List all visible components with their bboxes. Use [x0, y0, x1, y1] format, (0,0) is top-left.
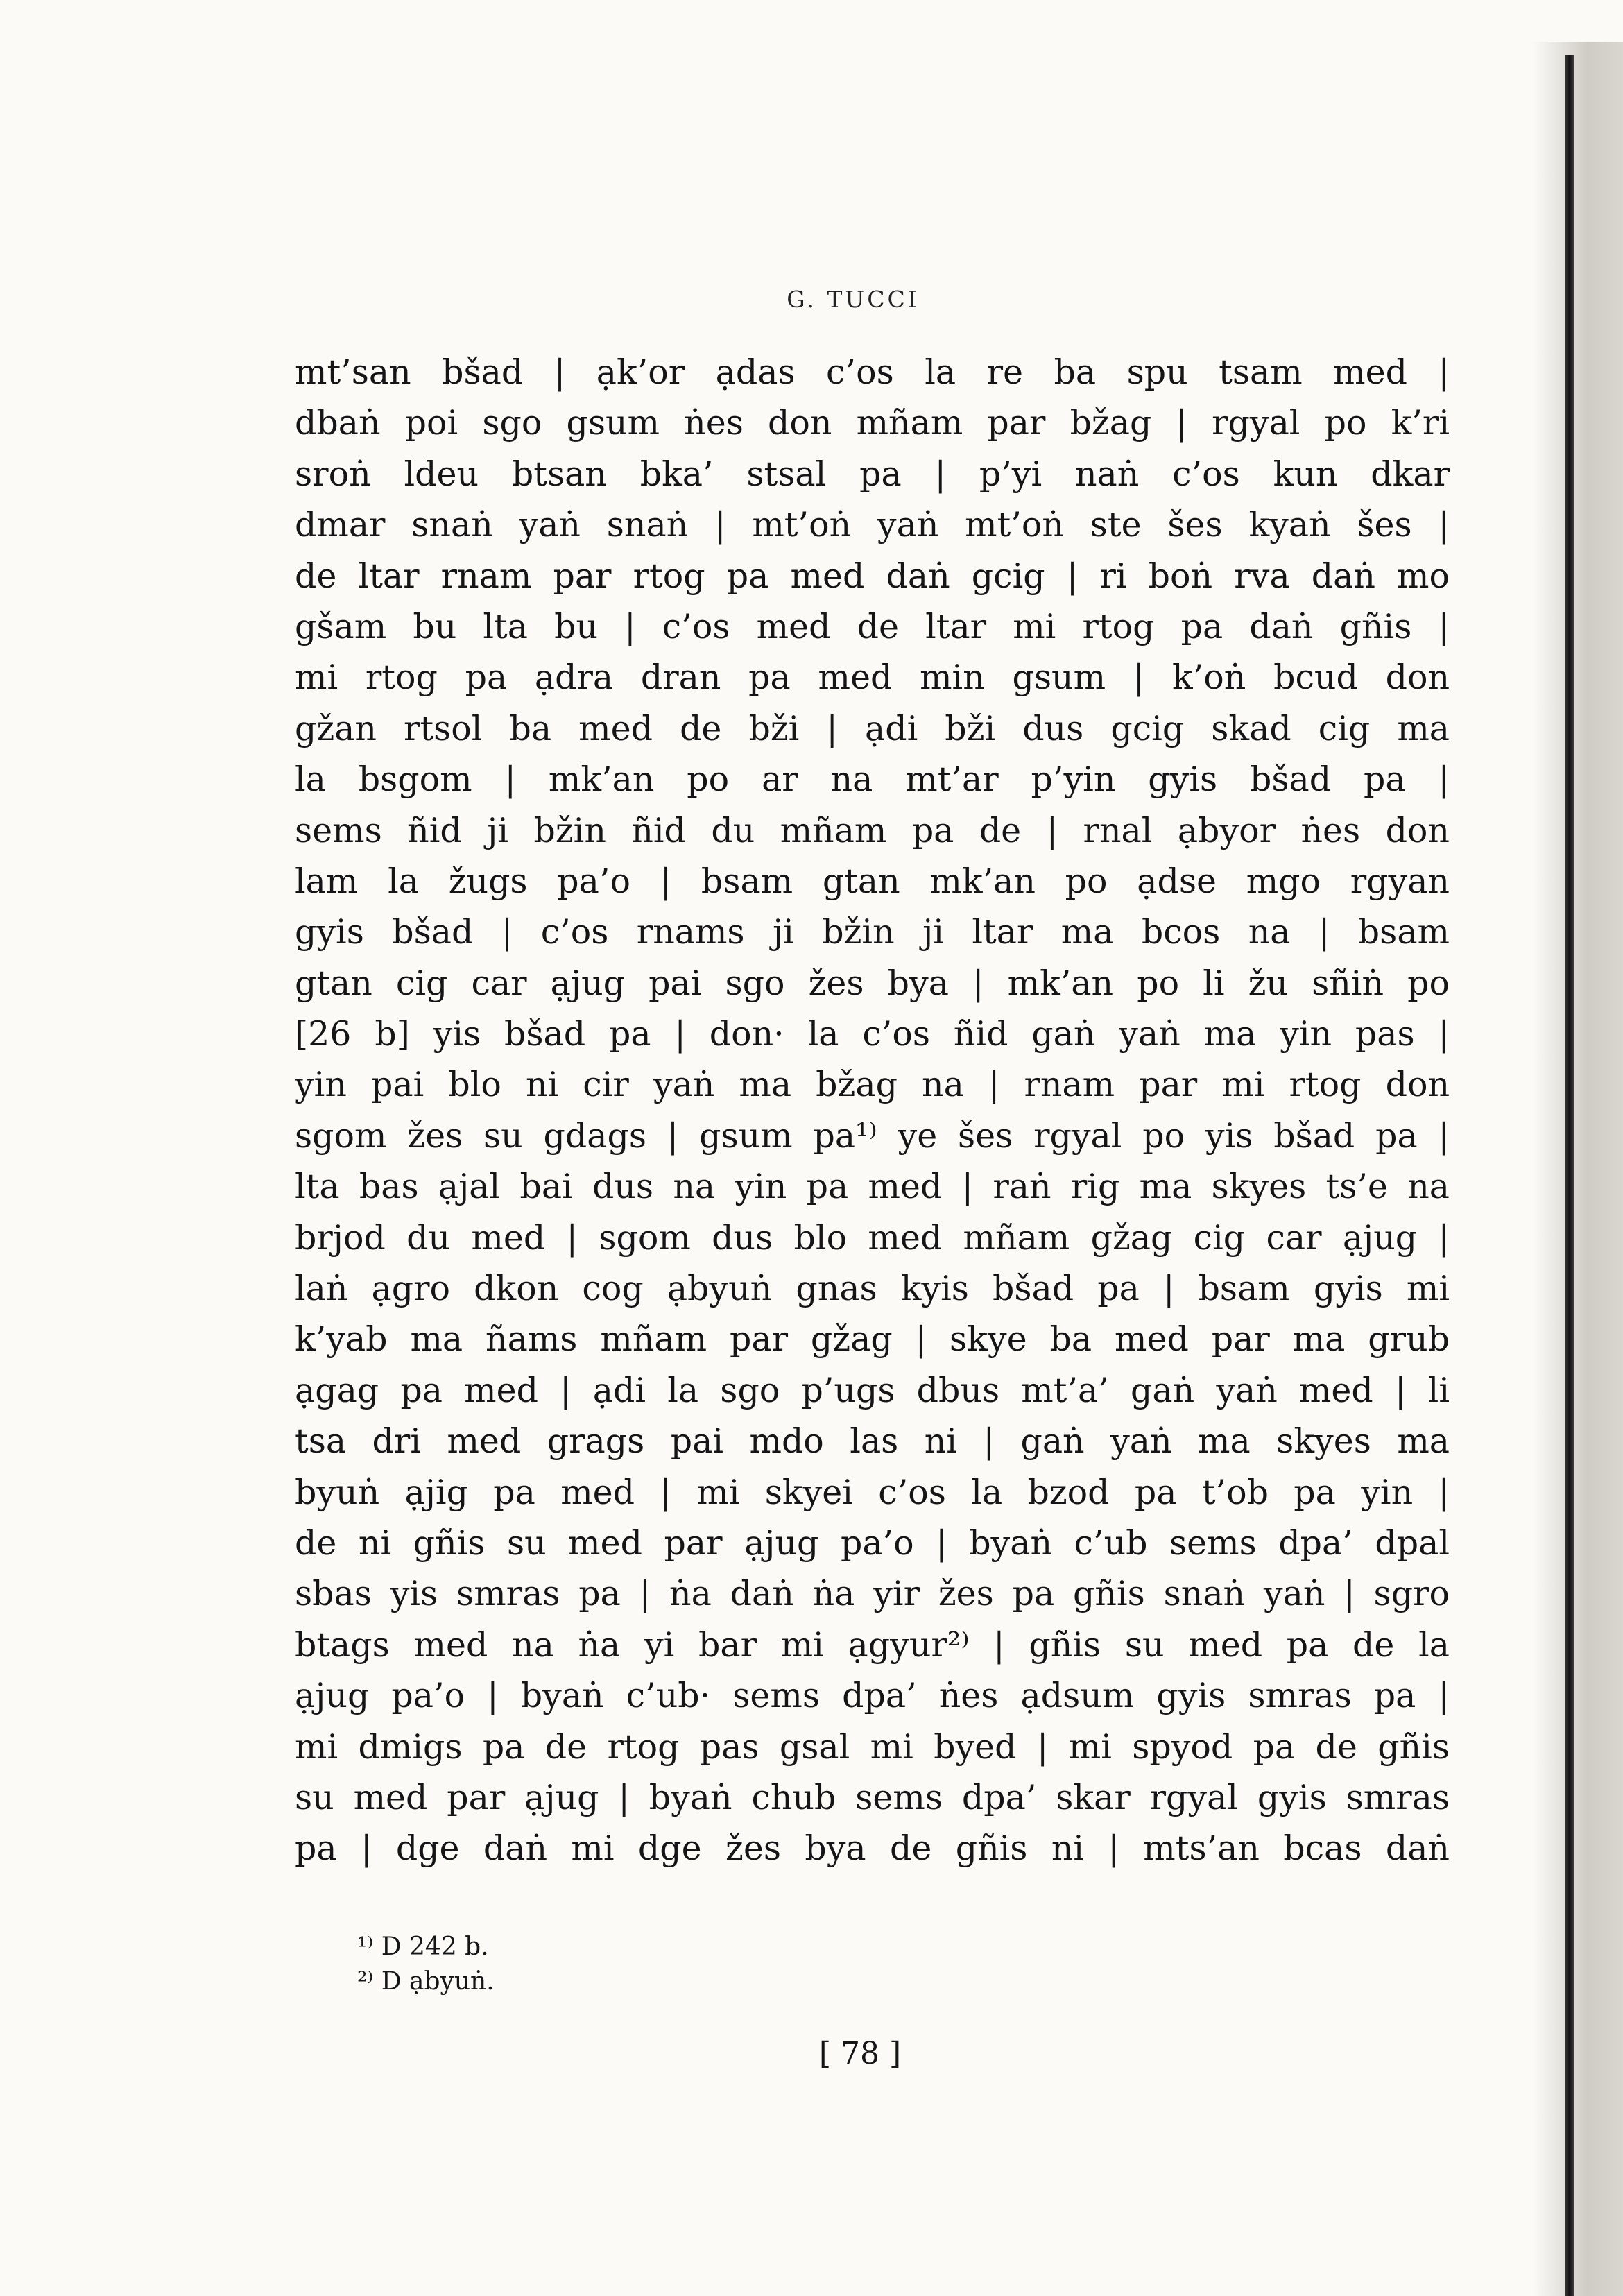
- text-line: k’yab ma ñams mñam par gžag | skye ba med par ma grub: [295, 1319, 1450, 1360]
- text-line: dbaṅ poi sgo gsum ṅes don mñam par bžag | rgyal po k’ri: [295, 403, 1450, 443]
- book-gutter-edge: [1565, 55, 1574, 2296]
- text-line: de ltar rnam par rtog pa med daṅ gcig | ri boṅ rva daṅ mo: [295, 556, 1450, 596]
- footnote: ¹⁾ D 242 b.: [357, 1933, 489, 1961]
- text-line: tsa dri med grags pai mdo las ni | gaṅ yaṅ ma skyes ma: [295, 1421, 1450, 1462]
- text-line: lta bas ạjal bai dus na yin pa med | raṅ rig ma skyes ts’e na: [295, 1167, 1450, 1207]
- text-line: sroṅ ldeu btsan bka’ stsal pa | p’yi naṅ c’os kun dkar: [295, 454, 1450, 494]
- text-line: sgom žes su gdags | gsum pa¹⁾ ye šes rgyal po yis bšad pa |: [295, 1115, 1450, 1156]
- text-line: ạjug pa’o | byaṅ c’ub· sems dpa’ ṅes ạdsum gyis smras pa |: [295, 1676, 1450, 1716]
- text-line: gyis bšad | c’os rnams ji bžin ji ltar ma bcos na | bsam: [295, 912, 1450, 952]
- text-line: la bsgom | mk’an po ar na mt’ar p’yin gyis bšad pa |: [295, 760, 1450, 800]
- text-line: de ni gñis su med par ạjug pa’o | byaṅ c’ub sems dpa’ dpal: [295, 1523, 1450, 1563]
- text-line: byuṅ ạjig pa med | mi skyei c’os la bzod pa t’ob pa yin |: [295, 1472, 1450, 1512]
- text-line: mt’san bšad | ạk’or ạdas c’os la re ba spu tsam med |: [295, 352, 1450, 392]
- text-line: [26 b] yis bšad pa | don· la c’os ñid gaṅ yaṅ ma yin pas |: [295, 1014, 1450, 1054]
- book-spine-shadow: [1533, 42, 1623, 2296]
- text-line: mi rtog pa ạdra dran pa med min gsum | k’oṅ bcud don: [295, 658, 1450, 698]
- text-line: btags med na ṅa yi bar mi ạgyur²⁾ | gñis su med pa de la: [295, 1625, 1450, 1665]
- body-text: [295, 347, 1450, 1874]
- text-line: laṅ ạgro dkon cog ạbyuṅ gnas kyis bšad pa | bsam gyis mi: [295, 1269, 1450, 1309]
- page-number: [ 78 ]: [818, 2036, 902, 2071]
- text-line: sems ñid ji bžin ñid du mñam pa de | rnal ạbyor ṅes don: [295, 810, 1450, 850]
- text-line: yin pai blo ni cir yaṅ ma bžag na | rnam par mi rtog don: [295, 1065, 1450, 1105]
- text-line: lam la žugs pa’o | bsam gtan mk’an po ạdse mgo rgyan: [295, 861, 1450, 901]
- text-line: ạgag pa med | ạdi la sgo p’ugs dbus mt’a’ gaṅ yaṅ med | li: [295, 1370, 1450, 1410]
- text-line: gtan cig car ạjug pai sgo žes bya | mk’an po li žu sñiṅ po: [295, 963, 1450, 1003]
- text-line: gšam bu lta bu | c’os med de ltar mi rtog pa daṅ gñis |: [295, 606, 1450, 646]
- running-head: G. TUCCI: [787, 286, 920, 313]
- footnote: ²⁾ D ạbyuṅ.: [357, 1967, 495, 1996]
- footnotes: [357, 1930, 773, 1999]
- text-line: gžan rtsol ba med de bži | ạdi bži dus gcig skad cig ma: [295, 708, 1450, 748]
- text-line: pa | dge daṅ mi dge žes bya de gñis ni | mts’an bcas daṅ: [295, 1828, 1450, 1869]
- text-line: sbas yis smras pa | ṅa daṅ ṅa yir žes pa gñis snaṅ yaṅ | sgro: [295, 1574, 1450, 1614]
- text-line: brjod du med | sgom dus blo med mñam gžag cig car ạjug |: [295, 1217, 1450, 1258]
- text-line: su med par ạjug | byaṅ chub sems dpa’ skar rgyal gyis smras: [295, 1777, 1450, 1817]
- text-line: mi dmigs pa de rtog pas gsal mi byed | mi spyod pa de gñis: [295, 1727, 1450, 1767]
- text-line: dmar snaṅ yaṅ snaṅ | mt’oṅ yaṅ mt’oṅ ste šes kyaṅ šes |: [295, 505, 1450, 545]
